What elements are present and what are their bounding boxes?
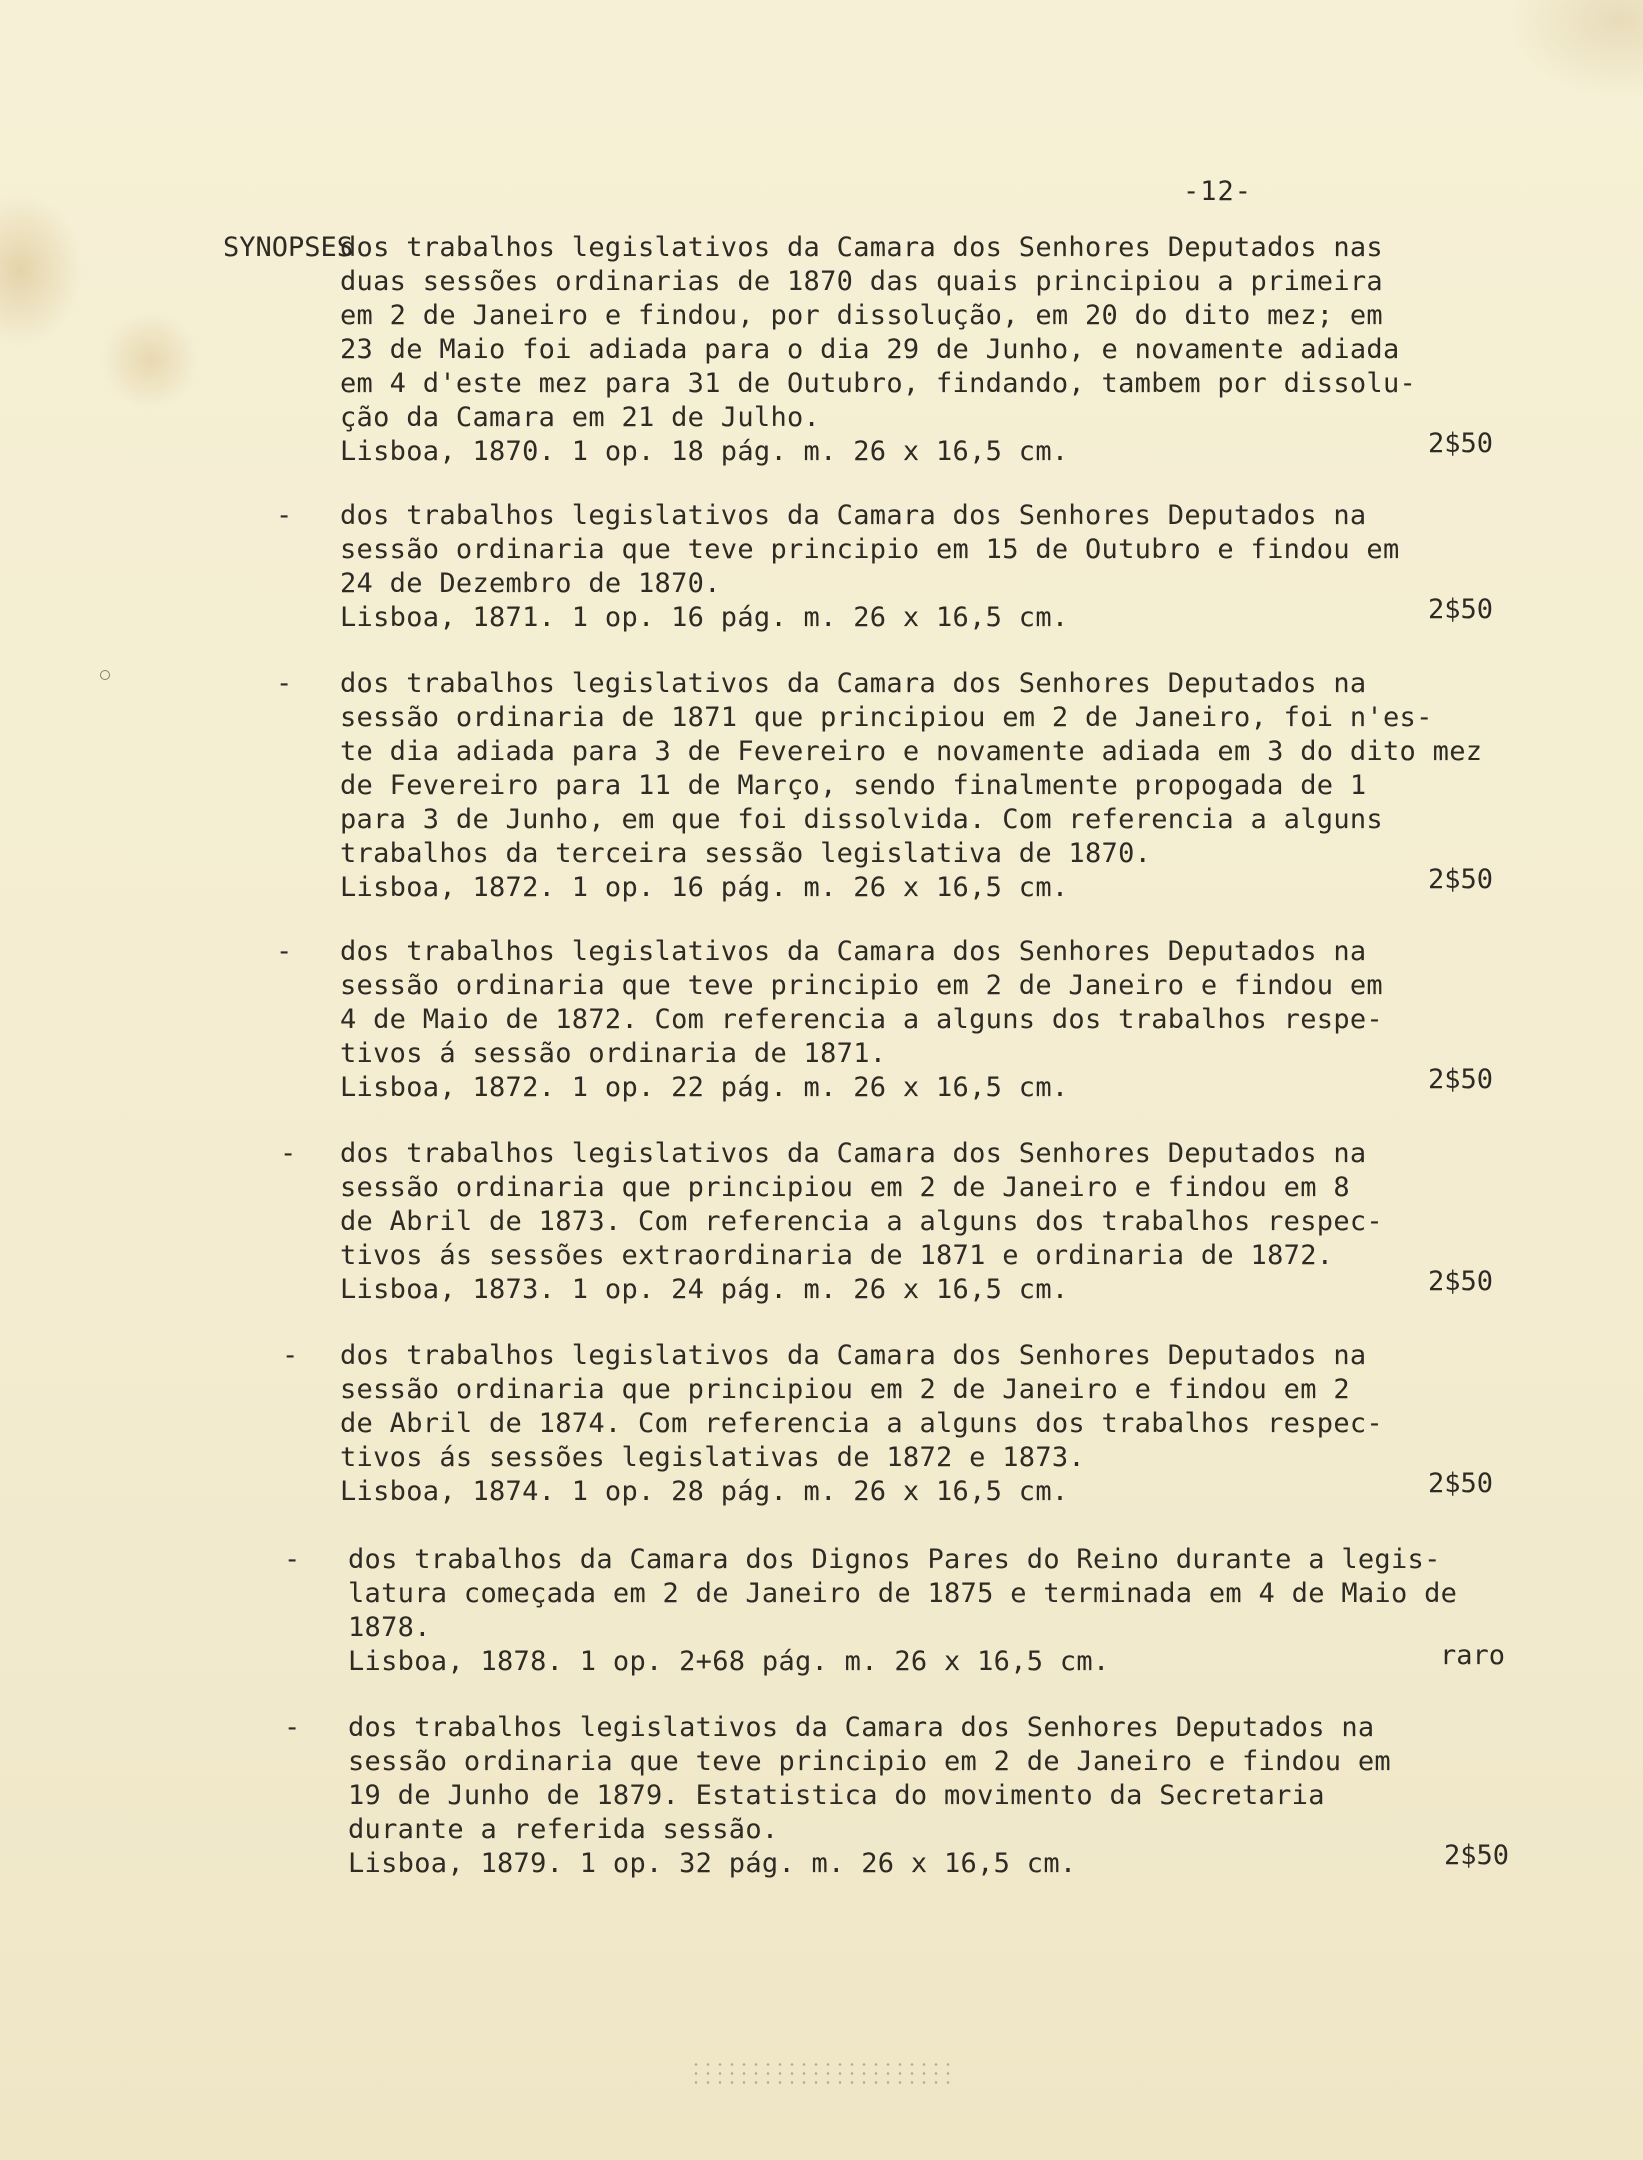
entry-imprint: Lisboa, 1872. 1 op. 22 pág. m. 26 x 16,5 cm. (340, 1072, 1069, 1103)
entry-imprint: Lisboa, 1870. 1 op. 18 pág. m. 26 x 16,5 cm. (340, 436, 1069, 467)
entry-price: 2$50 (1428, 1064, 1494, 1095)
entry-imprint: Lisboa, 1879. 1 op. 32 pág. m. 26 x 16,5 cm. (348, 1848, 1077, 1879)
entry-price: 2$50 (1428, 864, 1494, 895)
entry-line: 23 de Maio foi adiada para o dia 29 de Junho, e novamente adiada (340, 334, 1400, 365)
entry-dash: - (282, 1340, 299, 1371)
entry-line: sessão ordinaria de 1871 que principiou em 2 de Janeiro, foi n'es- (340, 702, 1433, 733)
entry-line: dos trabalhos legislativos da Camara dos Senhores Deputados na (340, 1138, 1367, 1169)
entry-line: tivos ás sessões extraordinaria de 1871 e ordinaria de 1872. (340, 1240, 1334, 1271)
entry-imprint: Lisboa, 1873. 1 op. 24 pág. m. 26 x 16,5 cm. (340, 1274, 1069, 1305)
entry-line: dos trabalhos legislativos da Camara dos Senhores Deputados na (340, 1340, 1367, 1371)
entry-line: durante a referida sessão. (348, 1814, 779, 1845)
entry-price: raro (1440, 1640, 1506, 1671)
entry-dash: - (284, 1712, 301, 1743)
entry-line: sessão ordinaria que teve principio em 15 de Outubro e findou em (340, 534, 1400, 565)
paper-mark (100, 670, 110, 680)
entry-dash: - (276, 668, 293, 699)
entry-line: tivos á sessão ordinaria de 1871. (340, 1038, 887, 1069)
entry-line: 4 de Maio de 1872. Com referencia a alguns dos trabalhos respe- (340, 1004, 1383, 1035)
entry-line: tivos ás sessões legislativas de 1872 e 1873. (340, 1442, 1085, 1473)
entry-dash: - (284, 1544, 301, 1575)
entry-imprint: Lisboa, 1878. 1 op. 2+68 pág. m. 26 x 16,5 cm. (348, 1646, 1110, 1677)
entry-price: 2$50 (1444, 1840, 1510, 1871)
entry-imprint: Lisboa, 1874. 1 op. 28 pág. m. 26 x 16,5 cm. (340, 1476, 1069, 1507)
entry-line: 24 de Dezembro de 1870. (340, 568, 721, 599)
entry-line: dos trabalhos legislativos da Camara dos Senhores Deputados na (340, 668, 1367, 699)
entry-line: ção da Camara em 21 de Julho. (340, 402, 821, 433)
entry-heading: SYNOPSES (223, 232, 354, 263)
entry-line: dos trabalhos legislativos da Camara dos Senhores Deputados na (340, 936, 1367, 967)
entry-dash: - (276, 500, 293, 531)
entry-line: sessão ordinaria que teve principio em 2 de Janeiro e findou em (348, 1746, 1391, 1777)
entry-imprint: Lisboa, 1872. 1 op. 16 pág. m. 26 x 16,5 cm. (340, 872, 1069, 903)
entry-line: 1878. (348, 1612, 431, 1643)
entry-price: 2$50 (1428, 428, 1494, 459)
entry-price: 2$50 (1428, 594, 1494, 625)
entry-line: 19 de Junho de 1879. Estatistica do movimento da Secretaria (348, 1780, 1325, 1811)
entry-price: 2$50 (1428, 1266, 1494, 1297)
entry-line: em 4 d'este mez para 31 de Outubro, findando, tambem por dissolu- (340, 368, 1417, 399)
entry-line: dos trabalhos legislativos da Camara dos Senhores Deputados na (348, 1712, 1375, 1743)
entry-line: dos trabalhos da Camara dos Dignos Pares do Reino durante a legis- (348, 1544, 1441, 1575)
entry-imprint: Lisboa, 1871. 1 op. 16 pág. m. 26 x 16,5 cm. (340, 602, 1069, 633)
entry-line: sessão ordinaria que teve principio em 2 de Janeiro e findou em (340, 970, 1383, 1001)
entry-dash: - (280, 1138, 297, 1169)
entry-line: de Abril de 1874. Com referencia a alguns dos trabalhos respec- (340, 1408, 1383, 1439)
entry-dash: - (276, 936, 293, 967)
entry-line: duas sessões ordinarias de 1870 das quais principiou a primeira (340, 266, 1383, 297)
entry-line: dos trabalhos legislativos da Camara dos Senhores Deputados nas (340, 232, 1383, 263)
stray-dots (690, 2060, 950, 2090)
entry-line: para 3 de Junho, em que foi dissolvida. Com referencia a alguns (340, 804, 1383, 835)
entry-line: te dia adiada para 3 de Fevereiro e novamente adiada em 3 do dito mez (340, 736, 1483, 767)
entry-line: dos trabalhos legislativos da Camara dos Senhores Deputados na (340, 500, 1367, 531)
entry-line: de Fevereiro para 11 de Março, sendo finalmente propogada de 1 (340, 770, 1367, 801)
entry-line: em 2 de Janeiro e findou, por dissolução, em 20 do dito mez; em (340, 300, 1383, 331)
entry-line: sessão ordinaria que principiou em 2 de Janeiro e findou em 8 (340, 1172, 1350, 1203)
entry-line: latura começada em 2 de Janeiro de 1875 e terminada em 4 de Maio de (348, 1578, 1458, 1609)
entry-price: 2$50 (1428, 1468, 1494, 1499)
page-number: -12- (1183, 176, 1253, 207)
entry-line: de Abril de 1873. Com referencia a alguns dos trabalhos respec- (340, 1206, 1383, 1237)
entry-line: sessão ordinaria que principiou em 2 de Janeiro e findou em 2 (340, 1374, 1350, 1405)
entry-line: trabalhos da terceira sessão legislativa de 1870. (340, 838, 1152, 869)
